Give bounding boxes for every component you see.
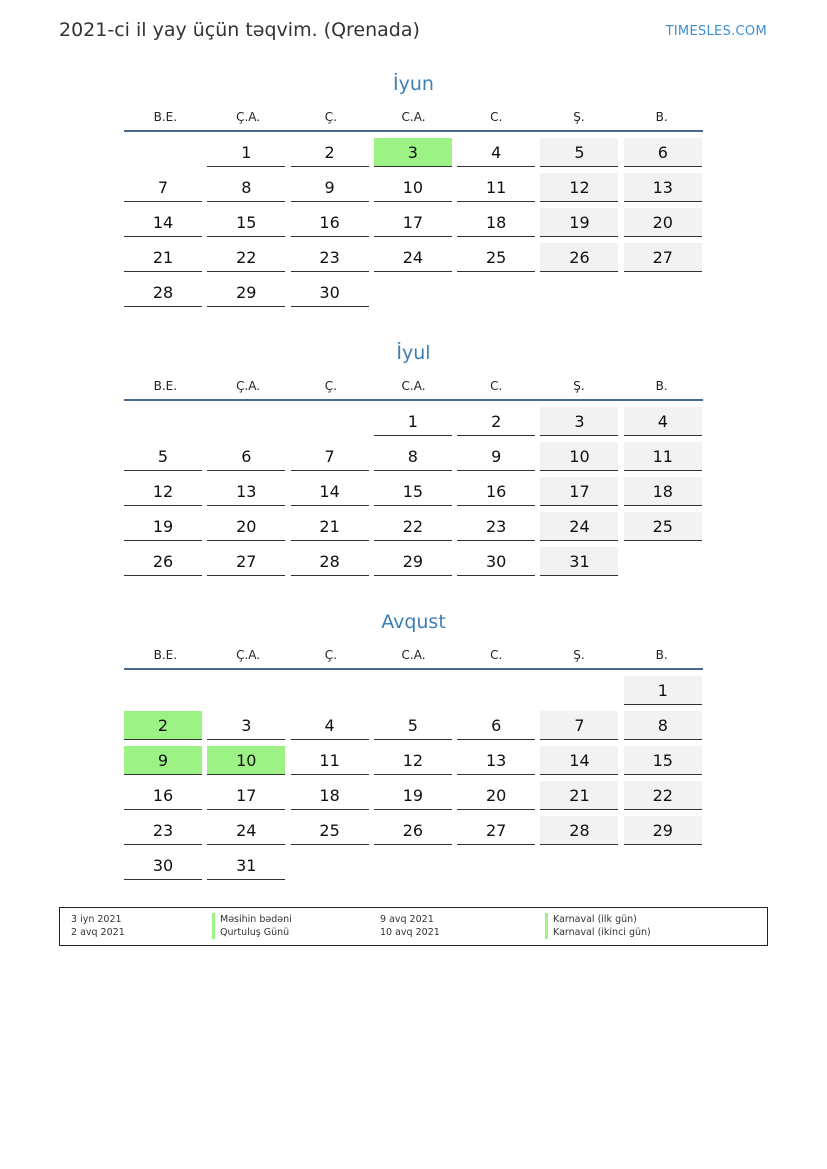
day-cell[interactable]: 10 <box>540 442 618 471</box>
day-cell[interactable]: 21 <box>291 512 369 541</box>
day-cell[interactable]: 30 <box>457 547 535 576</box>
day-cell[interactable]: 13 <box>457 746 535 775</box>
empty-cell <box>624 547 702 576</box>
month-title: Avqust <box>381 611 446 633</box>
weekday-label: Ç.A. <box>236 110 261 124</box>
day-cell[interactable]: 22 <box>374 512 452 541</box>
weekday-label: B. <box>655 110 668 124</box>
weekday-label: B.E. <box>153 379 178 393</box>
empty-cell <box>540 851 618 880</box>
day-cell[interactable]: 12 <box>540 173 618 202</box>
day-cell[interactable]: 9 <box>124 746 202 775</box>
day-cell[interactable]: 12 <box>374 746 452 775</box>
day-cell[interactable]: 31 <box>207 851 285 880</box>
weekday-label: Ş. <box>573 648 585 662</box>
day-cell[interactable]: 22 <box>207 243 285 272</box>
day-cell[interactable]: 29 <box>624 816 702 845</box>
empty-cell <box>457 278 535 307</box>
week-row <box>124 512 703 541</box>
day-cell[interactable]: 5 <box>374 711 452 740</box>
brand-link[interactable]: TIMESLES.COM <box>665 24 767 39</box>
day-cell[interactable]: 5 <box>124 442 202 471</box>
day-cell[interactable]: 24 <box>207 816 285 845</box>
day-cell[interactable]: 3 <box>540 407 618 436</box>
day-cell[interactable]: 7 <box>124 173 202 202</box>
empty-cell <box>540 676 618 705</box>
weekday-label: C. <box>490 648 503 662</box>
day-cell[interactable]: 9 <box>291 173 369 202</box>
weekday-label: C. <box>490 379 503 393</box>
week-row <box>124 676 703 705</box>
weekday-label: C.A. <box>401 110 426 124</box>
day-cell[interactable]: 6 <box>624 138 702 167</box>
day-cell[interactable]: 26 <box>540 243 618 272</box>
day-cell[interactable]: 28 <box>291 547 369 576</box>
day-cell[interactable]: 2 <box>457 407 535 436</box>
weekday-header <box>124 110 703 132</box>
empty-cell <box>624 278 702 307</box>
legend-holiday-name: Qurtuluş Günü <box>212 926 289 939</box>
legend-holiday-name: Karnaval (ikinci gün) <box>545 926 651 939</box>
day-cell[interactable]: 14 <box>540 746 618 775</box>
day-cell[interactable]: 4 <box>457 138 535 167</box>
day-cell[interactable]: 6 <box>457 711 535 740</box>
day-cell[interactable]: 8 <box>374 442 452 471</box>
week-row <box>124 278 703 307</box>
day-cell[interactable]: 16 <box>124 781 202 810</box>
weekday-label: Ç.A. <box>236 379 261 393</box>
weekday-label: Ç. <box>324 648 337 662</box>
week-row <box>124 816 703 845</box>
legend-date: 3 iyn 2021 <box>71 914 122 925</box>
empty-cell <box>291 407 369 436</box>
day-cell[interactable]: 30 <box>124 851 202 880</box>
page-title: 2021-ci il yay üçün təqvim. (Qrenada) <box>59 19 420 41</box>
weekday-label: C. <box>490 110 503 124</box>
day-cell[interactable]: 4 <box>291 711 369 740</box>
day-cell[interactable]: 20 <box>624 208 702 237</box>
day-cell[interactable]: 31 <box>540 547 618 576</box>
week-row <box>124 711 703 740</box>
day-cell[interactable]: 19 <box>124 512 202 541</box>
day-cell[interactable]: 7 <box>291 442 369 471</box>
day-cell[interactable]: 14 <box>291 477 369 506</box>
day-cell[interactable]: 13 <box>624 173 702 202</box>
day-cell[interactable]: 16 <box>291 208 369 237</box>
empty-cell <box>124 676 202 705</box>
day-cell[interactable]: 15 <box>207 208 285 237</box>
month-title: İyul <box>396 342 431 364</box>
weekday-label: B. <box>655 648 668 662</box>
week-row <box>124 407 703 436</box>
empty-cell <box>291 851 369 880</box>
day-cell[interactable]: 14 <box>124 208 202 237</box>
day-cell[interactable]: 11 <box>624 442 702 471</box>
day-cell[interactable]: 26 <box>374 816 452 845</box>
day-cell[interactable]: 8 <box>207 173 285 202</box>
day-cell[interactable]: 30 <box>291 278 369 307</box>
day-cell[interactable]: 10 <box>207 746 285 775</box>
day-cell[interactable]: 24 <box>540 512 618 541</box>
day-cell[interactable]: 11 <box>457 173 535 202</box>
empty-cell <box>124 138 202 167</box>
weekday-label: C.A. <box>401 648 426 662</box>
day-cell[interactable]: 18 <box>457 208 535 237</box>
weekday-label: Ç. <box>324 110 337 124</box>
empty-cell <box>124 407 202 436</box>
day-cell[interactable]: 9 <box>457 442 535 471</box>
week-row <box>124 477 703 506</box>
day-cell[interactable]: 19 <box>540 208 618 237</box>
weekday-label: B.E. <box>153 648 178 662</box>
empty-cell <box>207 407 285 436</box>
weekday-label: Ç.A. <box>236 648 261 662</box>
day-cell[interactable]: 29 <box>374 547 452 576</box>
day-cell[interactable]: 23 <box>291 243 369 272</box>
day-cell[interactable]: 21 <box>124 243 202 272</box>
day-cell[interactable]: 29 <box>207 278 285 307</box>
legend-holiday-name: Məsihin bədəni <box>212 913 292 926</box>
day-cell[interactable]: 25 <box>291 816 369 845</box>
day-cell[interactable]: 3 <box>207 711 285 740</box>
day-cell[interactable]: 18 <box>624 477 702 506</box>
week-row <box>124 243 703 272</box>
empty-cell <box>374 676 452 705</box>
day-cell[interactable]: 23 <box>124 816 202 845</box>
empty-cell <box>374 851 452 880</box>
month-section <box>124 341 703 576</box>
month-section <box>124 610 703 880</box>
day-cell[interactable]: 7 <box>540 711 618 740</box>
day-cell[interactable]: 12 <box>124 477 202 506</box>
day-cell[interactable]: 2 <box>124 711 202 740</box>
day-cell[interactable]: 15 <box>624 746 702 775</box>
day-cell[interactable]: 18 <box>291 781 369 810</box>
day-cell[interactable]: 20 <box>457 781 535 810</box>
legend-date: 10 avq 2021 <box>380 927 440 938</box>
day-cell[interactable]: 25 <box>624 512 702 541</box>
day-cell[interactable]: 26 <box>124 547 202 576</box>
week-row <box>124 173 703 202</box>
empty-cell <box>374 278 452 307</box>
day-cell[interactable]: 5 <box>540 138 618 167</box>
day-cell[interactable]: 24 <box>374 243 452 272</box>
week-row <box>124 138 703 167</box>
day-cell[interactable]: 27 <box>624 243 702 272</box>
weekday-label: B. <box>655 379 668 393</box>
day-cell[interactable]: 28 <box>124 278 202 307</box>
legend-date: 2 avq 2021 <box>71 927 125 938</box>
weekday-label: C.A. <box>401 379 426 393</box>
day-cell[interactable]: 17 <box>207 781 285 810</box>
day-cell[interactable]: 4 <box>624 407 702 436</box>
day-cell[interactable]: 28 <box>540 816 618 845</box>
empty-cell <box>624 851 702 880</box>
empty-cell <box>540 278 618 307</box>
empty-cell <box>207 676 285 705</box>
day-cell[interactable]: 21 <box>540 781 618 810</box>
day-cell[interactable]: 17 <box>374 208 452 237</box>
day-cell[interactable]: 19 <box>374 781 452 810</box>
weekday-label: Ş. <box>573 110 585 124</box>
month-title: İyun <box>393 73 434 95</box>
day-cell[interactable]: 13 <box>207 477 285 506</box>
empty-cell <box>457 676 535 705</box>
day-cell[interactable]: 16 <box>457 477 535 506</box>
day-cell[interactable]: 1 <box>207 138 285 167</box>
legend-date: 9 avq 2021 <box>380 914 434 925</box>
day-cell[interactable]: 6 <box>207 442 285 471</box>
day-cell[interactable]: 10 <box>374 173 452 202</box>
empty-cell <box>457 851 535 880</box>
weekday-header <box>124 379 703 401</box>
day-cell[interactable]: 1 <box>624 676 702 705</box>
day-cell[interactable]: 17 <box>540 477 618 506</box>
week-row <box>124 746 703 775</box>
weekday-header <box>124 648 703 670</box>
week-row <box>124 781 703 810</box>
day-cell[interactable]: 20 <box>207 512 285 541</box>
month-section <box>124 72 703 307</box>
week-row <box>124 851 703 880</box>
holiday-legend <box>59 907 768 946</box>
day-cell[interactable]: 15 <box>374 477 452 506</box>
day-cell[interactable]: 11 <box>291 746 369 775</box>
day-cell[interactable]: 22 <box>624 781 702 810</box>
day-cell[interactable]: 27 <box>457 816 535 845</box>
weekday-label: Ş. <box>573 379 585 393</box>
weekday-label: B.E. <box>153 110 178 124</box>
legend-holiday-name: Karnaval (ilk gün) <box>545 913 637 926</box>
day-cell[interactable]: 27 <box>207 547 285 576</box>
week-row <box>124 547 703 576</box>
week-row <box>124 442 703 471</box>
day-cell[interactable]: 8 <box>624 711 702 740</box>
day-cell[interactable]: 2 <box>291 138 369 167</box>
weekday-label: Ç. <box>324 379 337 393</box>
empty-cell <box>291 676 369 705</box>
day-cell[interactable]: 3 <box>374 138 452 167</box>
week-row <box>124 208 703 237</box>
day-cell[interactable]: 25 <box>457 243 535 272</box>
day-cell[interactable]: 1 <box>374 407 452 436</box>
day-cell[interactable]: 23 <box>457 512 535 541</box>
